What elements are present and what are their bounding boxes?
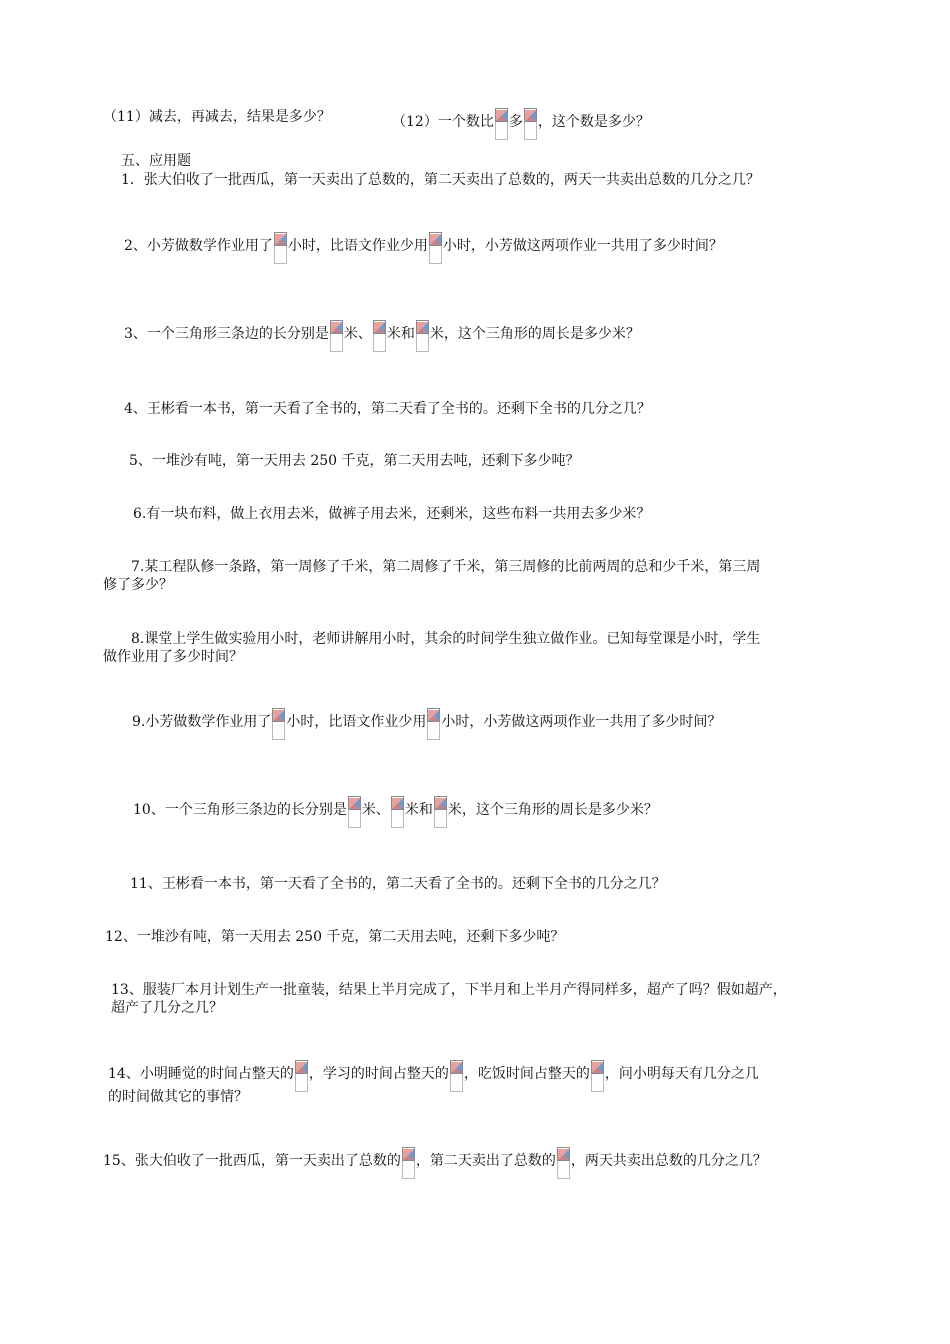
problem-9: 9.小芳做数学作业用了 小时，比语文作业少用 小时，小芳做这两项作业一共用了多少时间？ [132, 708, 721, 740]
problem-2: 2、小芳做数学作业用了 小时，比语文作业少用 小时，小芳做这两项作业一共用了多少时间？ [124, 232, 723, 264]
broken-image-icon [591, 1060, 604, 1092]
problem-6: 6.有一块布料，做上衣用去米，做裤子用去米，还剩米，这些布料一共用去多少米？ [133, 506, 651, 522]
section-title: 五、应用题 [121, 153, 191, 169]
problem-10: 10、一个三角形三条边的长分别是 米、 米和 米，这个三角形的周长是多少米？ [133, 796, 658, 828]
problem-5: 5、一堆沙有吨，第一天用去 250 千克，第二天用去吨，还剩下多少吨？ [129, 453, 580, 469]
problem-8-line-2: 做作业用了多少时间？ [103, 649, 243, 665]
broken-image-icon [274, 232, 287, 264]
broken-image-icon [272, 708, 285, 740]
broken-image-icon [429, 232, 442, 264]
problem-14-line-2: 的时间做其它的事情？ [108, 1089, 248, 1105]
broken-image-icon [427, 708, 440, 740]
broken-image-icon [524, 108, 537, 140]
question-11: （11）减去，再减去，结果是多少？ [103, 109, 331, 125]
problem-11: 11、王彬看一本书，第一天看了全书的，第二天看了全书的。还剩下全书的几分之几？ [130, 876, 666, 892]
problem-7-line-2: 修了多少？ [103, 577, 173, 593]
broken-image-icon [295, 1060, 308, 1092]
broken-image-icon [450, 1060, 463, 1092]
problem-1: 1．张大伯收了一批西瓜，第一天卖出了总数的，第二天卖出了总数的，两天一共卖出总数的几分之几？ [121, 172, 760, 188]
problem-13-line-2: 超产了几分之几？ [111, 1000, 223, 1016]
broken-image-icon [557, 1147, 570, 1179]
broken-image-icon [348, 796, 361, 828]
problem-3: 3、一个三角形三条边的长分别是 米、 米和 米，这个三角形的周长是多少米？ [124, 320, 640, 352]
problem-4: 4、王彬看一本书，第一天看了全书的，第二天看了全书的。还剩下全书的几分之几？ [124, 401, 651, 417]
broken-image-icon [495, 108, 508, 140]
problem-13-line-1: 13、服装厂本月计划生产一批童装，结果上半月完成了，下半月和上半月产得同样多，超产了吗？假如超产， [111, 982, 787, 998]
broken-image-icon [434, 796, 447, 828]
problem-8-line-1: 8.课堂上学生做实验用小时，老师讲解用小时，其余的时间学生独立做作业。已知每堂课是小时，学生 [131, 631, 761, 647]
problem-7-line-1: 7.某工程队修一条路，第一周修了千米，第二周修了千米，第三周修的比前两周的总和少千米，第三周 [131, 559, 761, 575]
broken-image-icon [330, 320, 343, 352]
broken-image-icon [402, 1147, 415, 1179]
problem-15: 15、张大伯收了一批西瓜，第一天卖出了总数的 ，第二天卖出了总数的 ，两天共卖出总数的几分之几？ [103, 1147, 767, 1179]
broken-image-icon [373, 320, 386, 352]
problem-14-line-1: 14、小明睡觉的时间占整天的 ，学习的时间占整天的 ，吃饭时间占整天的 ，问小明每天有几分之几 [108, 1060, 759, 1092]
question-12: （12）一个数比 多 ，这个数是多少？ [392, 108, 650, 140]
broken-image-icon [391, 796, 404, 828]
problem-12: 12、一堆沙有吨，第一天用去 250 千克，第二天用去吨，还剩下多少吨？ [105, 929, 565, 945]
broken-image-icon [416, 320, 429, 352]
